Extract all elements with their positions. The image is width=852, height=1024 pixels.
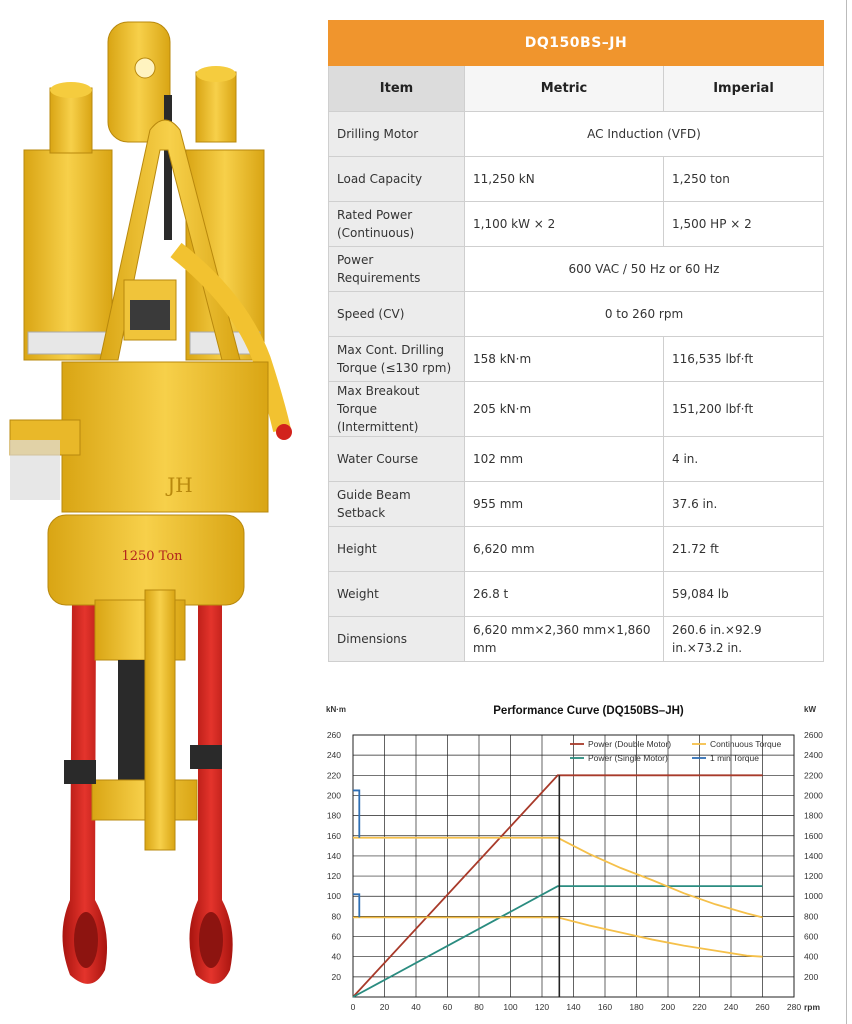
swivel xyxy=(124,280,176,340)
y-tick-label-left: 120 xyxy=(326,871,341,882)
x-tick-label: 100 xyxy=(503,1002,518,1012)
table-row xyxy=(329,202,824,247)
x-tick-label: 40 xyxy=(411,1002,421,1012)
row-imperial-value: 1,250 ton xyxy=(664,157,824,202)
row-item-label: Rated Power (Continuous) xyxy=(329,202,465,247)
legend-label: 1 min Torque xyxy=(710,753,759,763)
row-metric-value: 26.8 t xyxy=(465,572,664,617)
table-row xyxy=(329,157,824,202)
y-tick-label-right: 2600 xyxy=(804,730,823,740)
y-tick-label-left: 140 xyxy=(326,850,341,861)
row-imperial-value: 59,084 lb xyxy=(664,572,824,617)
y-tick-label-right: 2400 xyxy=(804,750,823,761)
y-tick-label-left: 60 xyxy=(331,931,341,942)
x-tick-label: 0 xyxy=(350,1002,356,1012)
page-border xyxy=(846,0,847,1024)
y-tick-label-right: 1000 xyxy=(804,891,823,902)
table-row xyxy=(329,482,824,527)
legend-label: Power (Single Motor) xyxy=(588,753,668,763)
column-header-item: Item xyxy=(329,66,465,112)
legend-label: Power (Double Motor) xyxy=(588,739,672,749)
row-metric-value: 955 mm xyxy=(465,482,664,527)
row-item-label: Max Cont. Drilling Torque (≤130 rpm) xyxy=(329,337,465,382)
link-clamp-left xyxy=(64,760,96,784)
motor-left xyxy=(24,82,112,360)
y-axis-label-right: kW xyxy=(804,705,816,714)
x-tick-label: 120 xyxy=(534,1002,550,1012)
row-imperial-value: 4 in. xyxy=(664,437,824,482)
y-tick-label-right: 2000 xyxy=(804,790,823,801)
y-axis-label-left: kN·m xyxy=(326,705,347,714)
row-metric-value: 102 mm xyxy=(465,437,664,482)
x-tick-label: 280 xyxy=(786,1002,802,1012)
row-item-label: Speed (CV) xyxy=(329,292,465,337)
row-metric-value: 158 kN·m xyxy=(465,337,664,382)
chart-title: Performance Curve (DQ150BS–JH) xyxy=(493,705,684,717)
x-tick-label: 60 xyxy=(442,1002,453,1012)
performance-chart xyxy=(322,696,828,1018)
table-title-row xyxy=(329,21,824,66)
x-tick-label: 20 xyxy=(379,1002,390,1012)
table-row xyxy=(329,527,824,572)
row-item-label: Weight xyxy=(329,572,465,617)
table-row xyxy=(329,292,824,337)
y-tick-label-right: 200 xyxy=(804,971,819,982)
row-item-label: Max Breakout Torque (Intermittent) xyxy=(329,382,465,437)
red-link-right xyxy=(189,555,232,984)
x-tick-label: 160 xyxy=(597,1002,613,1012)
row-imperial-value: 1,500 HP × 2 xyxy=(664,202,824,247)
y-tick-label-right: 800 xyxy=(804,911,819,922)
x-tick-label: 80 xyxy=(474,1002,484,1012)
row-imperial-value: 151,200 lbf·ft xyxy=(664,382,824,437)
row-metric-value: 6,620 mm×2,360 mm×1,860 mm xyxy=(465,617,664,662)
table-row xyxy=(329,382,824,437)
row-metric-value: 1,100 kW × 2 xyxy=(465,202,664,247)
table-row xyxy=(329,247,824,292)
x-tick-label: 180 xyxy=(629,1002,644,1012)
table-row xyxy=(329,112,824,157)
pipe-handler xyxy=(92,590,197,850)
y-tick-label-left: 40 xyxy=(331,951,341,962)
y-tick-label-right: 600 xyxy=(804,931,819,942)
legend-label: Continuous Torque xyxy=(710,739,782,749)
y-tick-label-left: 20 xyxy=(331,971,341,982)
table-header-row xyxy=(329,66,824,112)
table-row xyxy=(329,617,824,662)
y-tick-label-left: 100 xyxy=(326,891,341,902)
x-tick-label: 140 xyxy=(566,1002,581,1012)
row-value: AC Induction (VFD) xyxy=(465,112,824,157)
y-tick-label-right: 1200 xyxy=(804,871,823,882)
table-row xyxy=(329,437,824,482)
table-title: DQ150BS–JH xyxy=(329,21,824,66)
row-imperial-value: 21.72 ft xyxy=(664,527,824,572)
row-item-label: Guide Beam Setback xyxy=(329,482,465,527)
y-tick-label-left: 260 xyxy=(326,730,341,740)
jh-marking: JH xyxy=(167,473,193,497)
row-item-label: Water Course xyxy=(329,437,465,482)
link-clamp-right xyxy=(190,745,222,769)
row-item-label: Height xyxy=(329,527,465,572)
capacity-marking: 1250 Ton xyxy=(121,549,183,564)
y-tick-label-left: 180 xyxy=(326,810,341,821)
top-drive-illustration xyxy=(0,0,320,1024)
row-item-label: Power Requirements xyxy=(329,247,465,292)
gearbox-housing xyxy=(10,362,268,512)
y-tick-label-left: 220 xyxy=(326,770,341,781)
row-item-label: Drilling Motor xyxy=(329,112,465,157)
y-tick-label-right: 1600 xyxy=(804,830,823,841)
row-imperial-value: 37.6 in. xyxy=(664,482,824,527)
y-tick-label-left: 160 xyxy=(326,830,341,841)
x-tick-label: 220 xyxy=(692,1002,707,1012)
table-row xyxy=(329,337,824,382)
y-tick-label-left: 80 xyxy=(331,911,341,922)
y-tick-label-right: 2200 xyxy=(804,770,823,781)
row-metric-value: 205 kN·m xyxy=(465,382,664,437)
y-tick-label-left: 240 xyxy=(326,750,341,761)
table-body xyxy=(329,112,824,662)
row-imperial-value: 260.6 in.×92.9 in.×73.2 in. xyxy=(664,617,824,662)
x-tick-label: 260 xyxy=(755,1002,770,1012)
row-imperial-value: 116,535 lbf·ft xyxy=(664,337,824,382)
row-value: 600 VAC / 50 Hz or 60 Hz xyxy=(465,247,824,292)
row-metric-value: 11,250 kN xyxy=(465,157,664,202)
spec-table xyxy=(328,20,824,662)
row-item-label: Load Capacity xyxy=(329,157,465,202)
column-header-metric: Metric xyxy=(465,66,664,112)
x-tick-label: 200 xyxy=(660,1002,676,1012)
y-tick-label-right: 1800 xyxy=(804,810,823,821)
x-tick-label: 240 xyxy=(723,1002,739,1012)
row-value: 0 to 260 rpm xyxy=(465,292,824,337)
y-tick-label-right: 1400 xyxy=(804,850,823,861)
row-metric-value: 6,620 mm xyxy=(465,527,664,572)
table-row xyxy=(329,572,824,617)
column-header-imperial: Imperial xyxy=(664,66,824,112)
y-tick-label-right: 400 xyxy=(804,951,819,962)
x-axis-label: rpm xyxy=(804,1002,821,1012)
row-item-label: Dimensions xyxy=(329,617,465,662)
y-tick-label-left: 200 xyxy=(326,790,341,801)
